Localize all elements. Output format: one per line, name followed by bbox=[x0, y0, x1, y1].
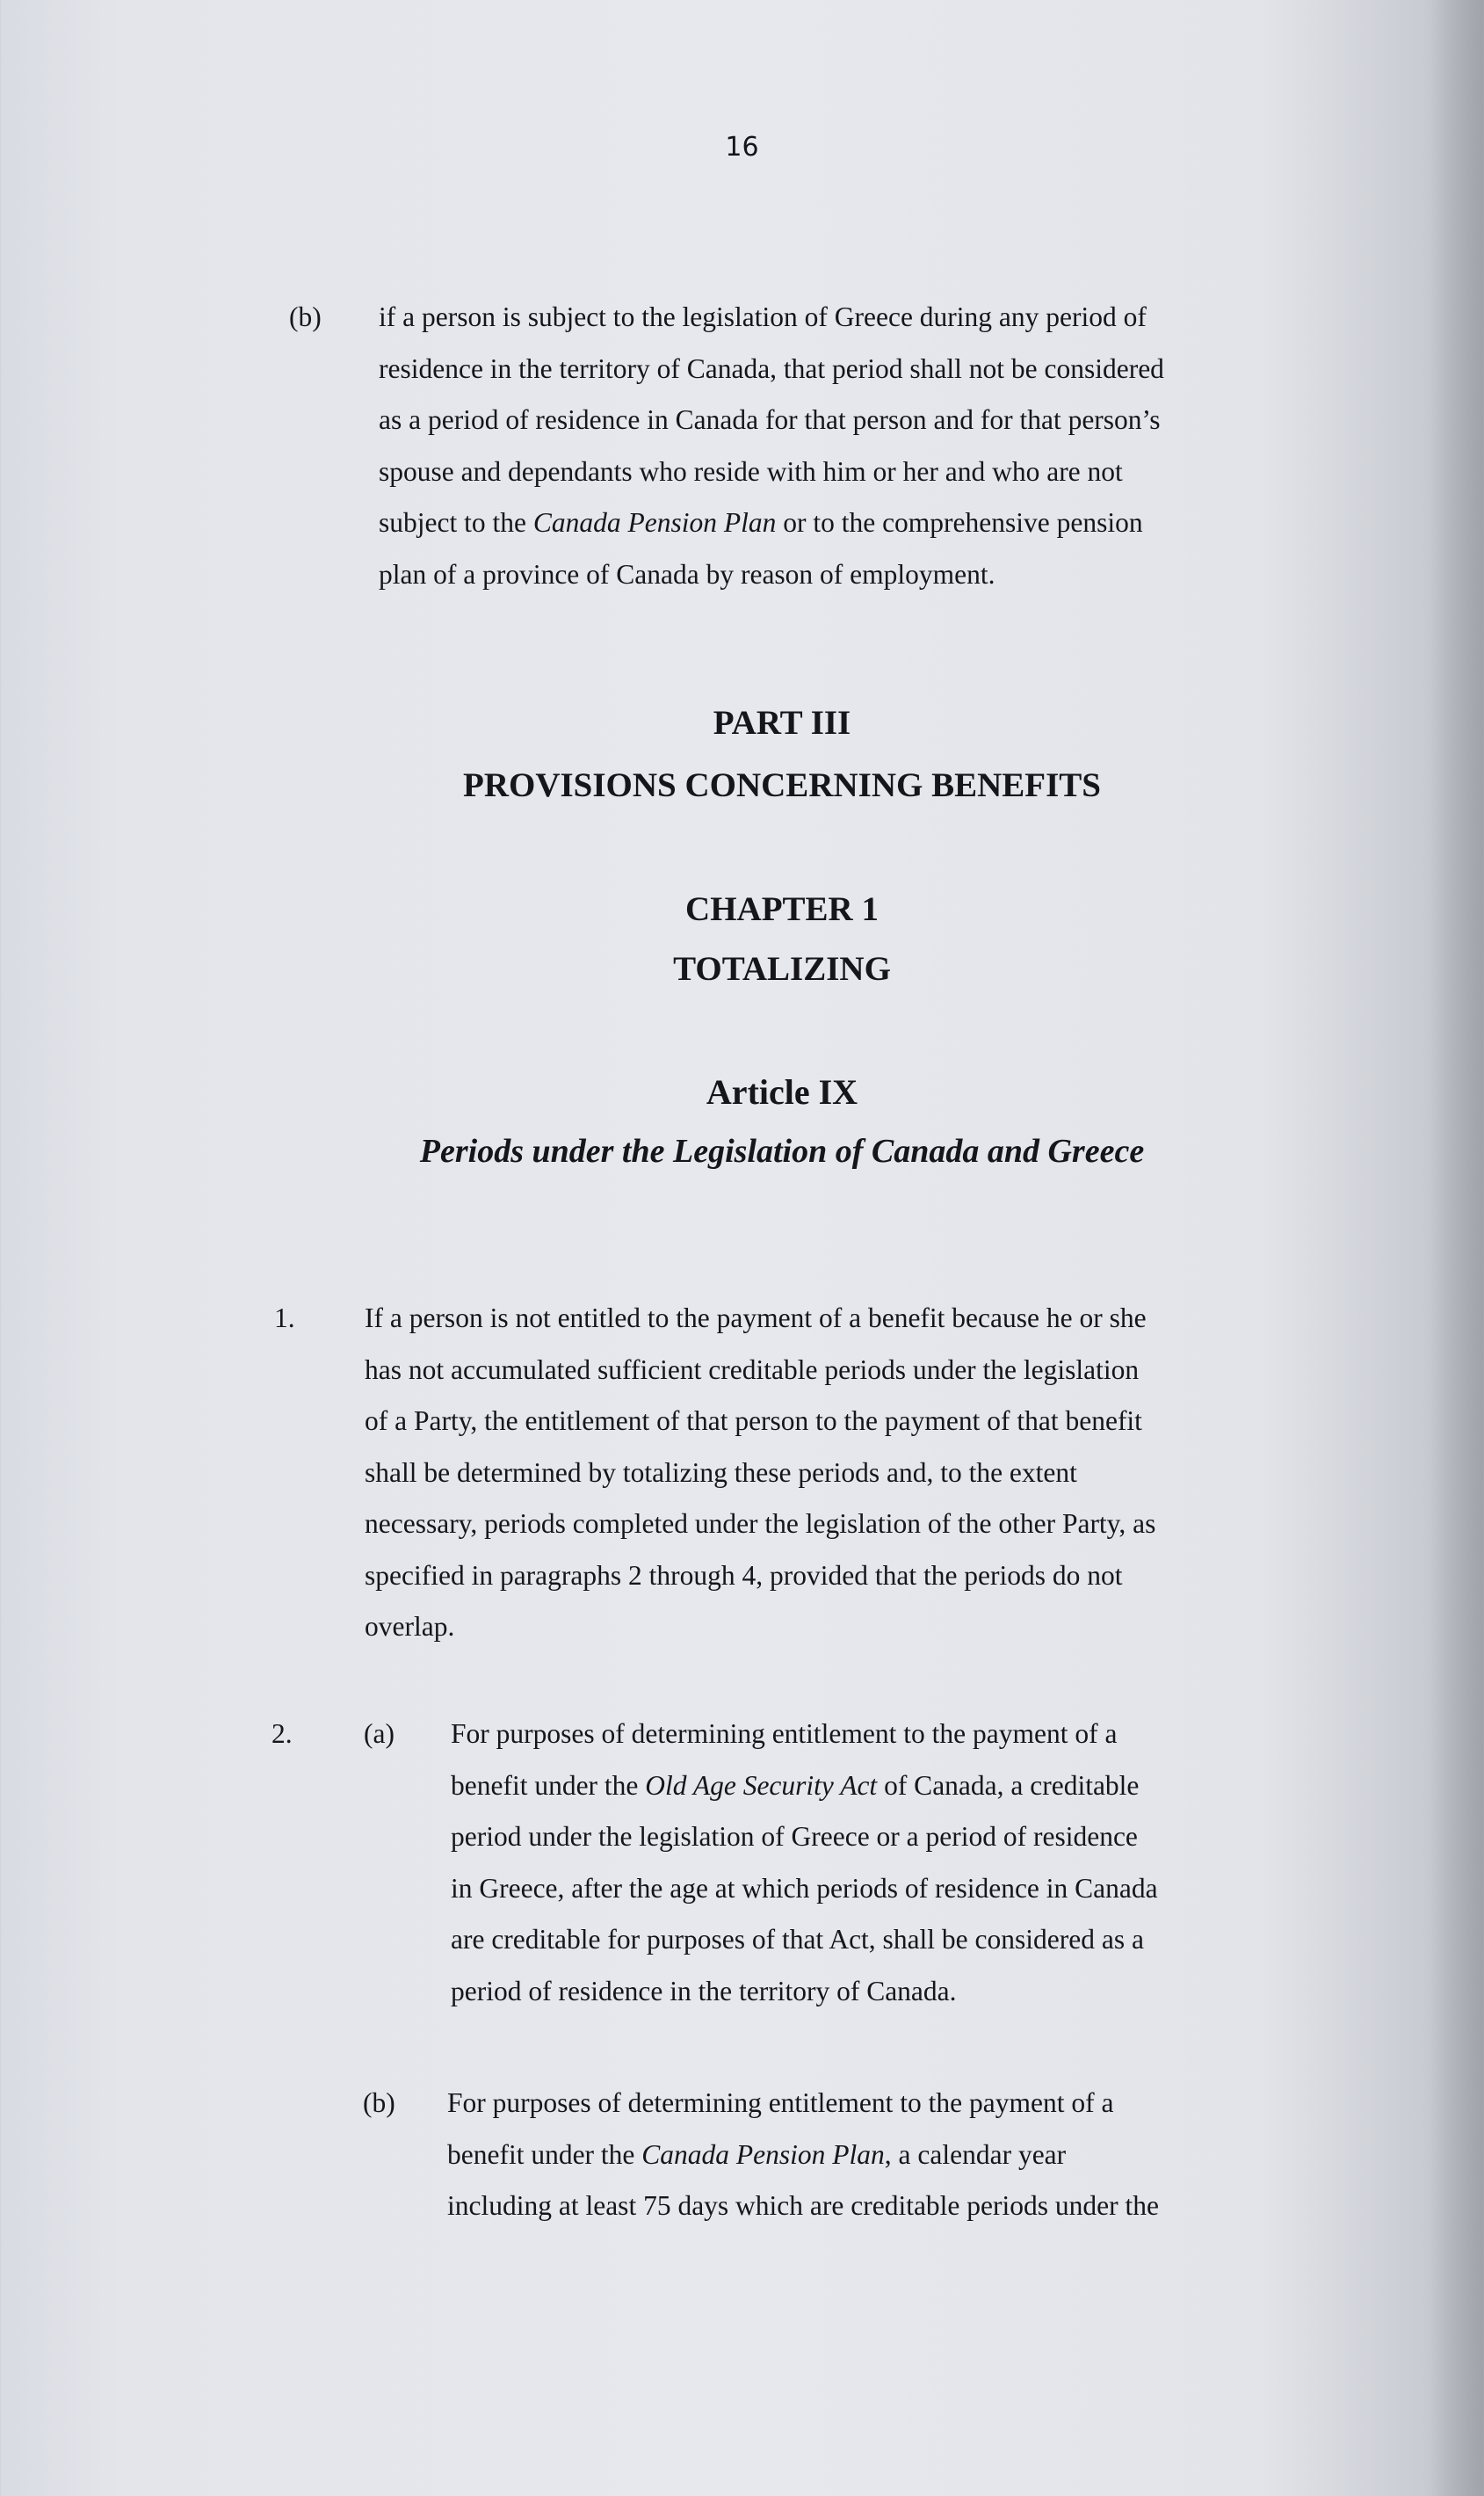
part-title: PROVISIONS CONCERNING BENEFITS bbox=[463, 766, 1101, 804]
text-line: period of residence in the territory of Canada. bbox=[451, 1975, 957, 2006]
text-line: of a Party, the entitlement of that person to the payment of that benefit bbox=[365, 1405, 1142, 1436]
paragraph-body bbox=[379, 292, 1164, 600]
paragraph-label: 2. bbox=[271, 1718, 293, 1749]
text-line: shall be determined by totalizing these periods and, to the extent bbox=[365, 1456, 1077, 1488]
text-line: spouse and dependants who reside with him or her and who are not bbox=[379, 455, 1123, 487]
text-line: For purposes of determining entitlement to the payment of a bbox=[451, 1718, 1118, 1749]
text-line: residence in the territory of Canada, that period shall not be considered bbox=[379, 352, 1164, 384]
text-line: necessary, periods completed under the legislation of the other Party, as bbox=[365, 1508, 1156, 1539]
text-line: For purposes of determining entitlement to the payment of a bbox=[447, 2087, 1114, 2118]
text-line: If a person is not entitled to the payment of a benefit because he or she bbox=[365, 1302, 1147, 1333]
text-segment: of Canada, a creditable bbox=[877, 1769, 1140, 1801]
italic-title: Old Age Security Act bbox=[645, 1769, 878, 1801]
text-line bbox=[447, 2130, 1159, 2181]
text-line: has not accumulated sufficient creditable periods under the legislation bbox=[365, 1353, 1140, 1385]
text-line: period under the legislation of Greece or a period of residence bbox=[451, 1821, 1138, 1852]
text-line: specified in paragraphs 2 through 4, provided that the periods do not bbox=[365, 1559, 1123, 1591]
part-heading: PART III bbox=[713, 704, 851, 742]
subparagraph-a-label: (a) bbox=[364, 1718, 395, 1749]
paragraph-label: (b) bbox=[289, 301, 322, 332]
page-number: 16 bbox=[725, 132, 759, 163]
article-title: Periods under the Legislation of Canada and Greece bbox=[419, 1133, 1145, 1170]
text-line: plan of a province of Canada by reason of employment. bbox=[379, 558, 995, 590]
text-segment: , a calendar year bbox=[884, 2138, 1067, 2170]
italic-title: Canada Pension Plan bbox=[532, 507, 777, 538]
text-line: overlap. bbox=[365, 1611, 455, 1642]
text-segment: benefit under the bbox=[447, 2138, 642, 2170]
article-heading: Article IX bbox=[706, 1072, 858, 1112]
page-edge-shadow bbox=[1431, 0, 1484, 2496]
subparagraph-a-body bbox=[451, 1709, 1158, 2017]
text-line: including at least 75 days which are creditable periods under the bbox=[447, 2190, 1159, 2221]
text-segment: subject to the bbox=[379, 507, 533, 538]
chapter-title: TOTALIZING bbox=[673, 950, 891, 988]
text-line bbox=[451, 1760, 1158, 1812]
text-line bbox=[379, 497, 1164, 549]
text-line: if a person is subject to the legislation of Greece during any period of bbox=[379, 301, 1147, 332]
text-segment: or to the comprehensive pension bbox=[776, 507, 1143, 538]
paragraph-label: 1. bbox=[274, 1302, 295, 1333]
text-line: in Greece, after the age at which periods of residence in Canada bbox=[451, 1872, 1158, 1904]
text-line: are creditable for purposes of that Act, shall be considered as a bbox=[451, 1924, 1144, 1955]
italic-title: Canada Pension Plan bbox=[641, 2138, 885, 2170]
subparagraph-b-body bbox=[447, 2078, 1159, 2232]
text-segment: benefit under the bbox=[451, 1769, 646, 1801]
subparagraph-b-label: (b) bbox=[363, 2087, 395, 2118]
paragraph-body bbox=[365, 1293, 1155, 1653]
chapter-heading: CHAPTER 1 bbox=[685, 890, 879, 928]
text-line: as a period of residence in Canada for that person and for that person’s bbox=[379, 404, 1161, 435]
